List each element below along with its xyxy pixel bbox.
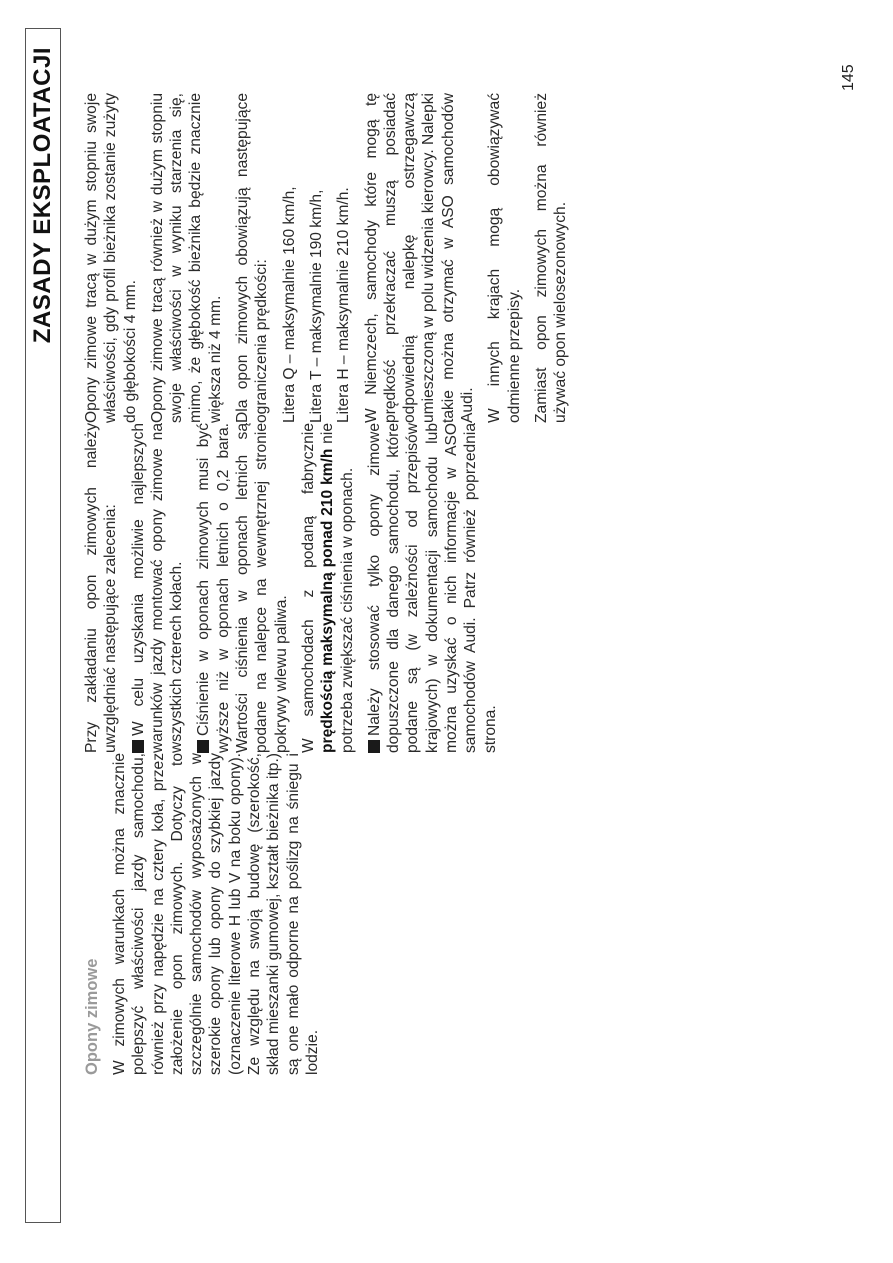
speed-note-bold: prędkością maksymalną ponad 210 km/h (319, 448, 337, 753)
paragraph: Zamiast opon zimowych można również używać opon wielosezonowych. (532, 93, 570, 423)
paragraph: Dla opon zimowych obowiązują następujące ograniczenia prędkości: (234, 93, 271, 423)
paragraph: Opony zimowe tracą w dużym stopniu swoje właściwości, gdy profil bieżnika zostanie zużyty do głębokości 4 mm. (83, 93, 139, 423)
paragraph: W Niemczech, samochody które mogą tę prędkość przekraczać muszą posiadać odpowiednią nalepkę ostrzegawczą umieszczoną w polu widzenia kierowcy. Nalepki takie można otrzymać w ASO samochodów Audi. (362, 93, 477, 423)
speed-limit-t: Litera T – maksymalnie 190 km/h, (307, 189, 325, 423)
speed-note (299, 423, 357, 753)
square-bullet-icon (197, 740, 209, 753)
column-3 (82, 93, 579, 423)
paragraph: W innych krajach mogą obowiązywać odmienne przepisy. (486, 93, 523, 423)
square-bullet-icon (368, 740, 380, 753)
recommendation-text: Należy stosować tylko opony zimowe dopuszczone dla danego samochodu, które podane są (w zależności od przepisów krajowych) w dokumentacji samochodu lub można uzyskać o nich informacje w ASO samochodów Audi. Patrz również poprzednia strona. (365, 423, 499, 753)
speed-note-text: W samochodach z podaną fabrycznie (299, 423, 317, 753)
recommendation-text: Ciśnienie w oponach zimowych musi być wyższe niż w oponach letnich o 0,2 bara. Wartości ciśnienia w oponach letnich są podane na nalepce na wewnętrznej stronie pokrywy wlewu paliwa. (195, 423, 290, 753)
section-title: Opony zimowe (83, 958, 101, 1075)
page-header-title: ZASADY EKSPLOATACJI (29, 47, 56, 344)
column-2 (82, 423, 508, 753)
speed-limit-q: Litera Q – maksymalnie 160 km/h, (280, 186, 298, 423)
speed-note-text: nie potrzeba zwiększać ciśnienia w oponach. (319, 423, 356, 753)
column-1 (82, 753, 330, 1075)
recommendation-item (194, 423, 290, 753)
speed-limit-h: Litera H – maksymalnie 210 km/h. (335, 187, 353, 423)
paragraph: Opony zimowe tracą również w dużym stopniu swoje właściwości w wyniku starzenia się, mimo, że głębokość bieżnika będzie znacznie większa niż 4 mm. (148, 93, 224, 423)
header-box (25, 28, 61, 1223)
square-bullet-icon (132, 740, 144, 753)
recommendation-text: W celu uzyskania możliwie najlepszych warunków jazdy montować opony zimowe na wszystkich czterech kołach. (129, 423, 186, 753)
recommendation-item (365, 423, 500, 753)
page-number: 145 (840, 64, 857, 91)
intro-paragraph: W zimowych warunkach można znacznie polepszyć właściwości jazdy samochodu, również przy napędzie na cztery koła, przez założenie opon zimowych. Dotyczy to szczególnie samochodów wyposażonych w szerokie opony lub opony do szybkiej jazdy (oznaczenie literowe H lub V na boku opony). Ze względu na swoją budowę (szerokość, skład mieszanki gumowej, kształt bieżnika itp.) są one mało odporne na poślizg na śniegu i lodzie. (111, 753, 321, 1075)
recommendations-lead: Przy zakładaniu opon zimowych należy uwzględniać następujące zalecenia: (83, 423, 120, 753)
recommendation-item (129, 423, 187, 753)
